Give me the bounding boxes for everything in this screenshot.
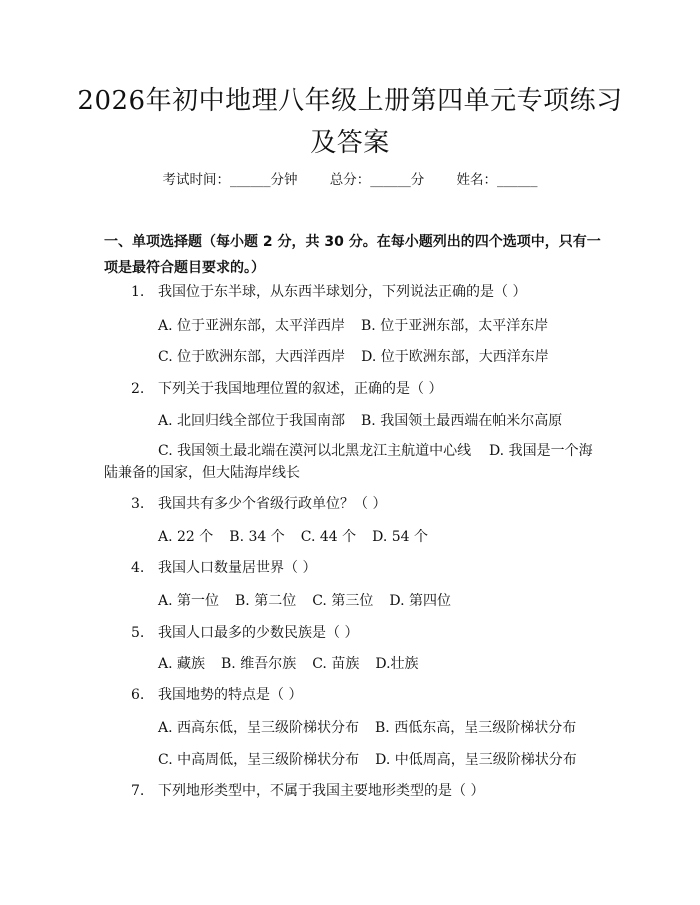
options-row [158,653,419,673]
question-number: 3. [131,496,145,512]
question-2 [131,378,442,398]
total-score: 总分：______分 [329,172,425,188]
options-row [158,717,576,737]
question-4 [131,557,316,577]
option-c[interactable]: C. 44 个 [300,529,357,545]
question-7 [131,780,484,800]
document-title: 2026年初中地理八年级上册第四单元专项练习及答案 [77,86,623,158]
options-row-wrapped [104,440,594,484]
option-c[interactable]: C. 我国领土最北端在漠河以北黑龙江主航道中心线 [158,443,472,459]
option-c[interactable]: C. 第三位 [312,593,374,609]
option-b[interactable]: B. 34 个 [229,529,285,545]
exam-meta [0,168,700,188]
question-3 [131,493,386,513]
options-row [158,590,451,610]
options-row [158,315,548,335]
option-a[interactable]: A. 西高东低，呈三级阶梯状分布 [158,720,360,736]
option-a[interactable]: A. 第一位 [158,593,220,609]
question-stem: 下列地形类型中，不属于我国主要地形类型的是（ ） [158,783,485,799]
question-1 [131,281,526,301]
question-number: 7. [131,783,145,799]
question-stem: 我国人口数量居世界（ ） [158,560,317,576]
student-name: 姓名：______ [456,172,538,188]
option-d[interactable]: D. 位于欧洲东部，大西洋东岸 [361,349,549,365]
option-b[interactable]: B. 我国领土最西端在帕米尔高原 [361,413,563,429]
option-d[interactable]: D.壮族 [375,656,419,672]
option-b[interactable]: B. 第二位 [235,593,297,609]
option-c[interactable]: C. 中高周低，呈三级阶梯状分布 [158,752,360,768]
option-c[interactable]: C. 位于欧洲东部，大西洋西岸 [158,349,346,365]
question-stem: 我国地势的特点是（ ） [158,687,303,703]
options-row [158,526,428,546]
option-a[interactable]: A. 位于亚洲东部，太平洋西岸 [158,318,346,334]
option-a[interactable]: A. 北回归线全部位于我国南部 [158,413,346,429]
option-d[interactable]: D. 我国是一个海陆兼备的国家，但大陆海岸线长 [104,443,593,481]
exam-time: 考试时间：______分钟 [162,172,298,188]
question-stem: 我国人口最多的少数民族是（ ） [158,625,359,641]
question-number: 4. [131,560,145,576]
question-5 [131,622,358,642]
question-6 [131,684,302,704]
question-number: 1. [131,284,145,300]
option-a[interactable]: A. 22 个 [158,529,214,545]
option-b[interactable]: B. 维吾尔族 [221,656,297,672]
question-stem: 我国共有多少个省级行政单位？（ ） [158,496,387,512]
option-d[interactable]: D. 54 个 [372,529,429,545]
options-row [158,346,549,366]
option-a[interactable]: A. 藏族 [158,656,206,672]
question-number: 2. [131,381,145,397]
option-c[interactable]: C. 苗族 [312,656,360,672]
option-b[interactable]: B. 位于亚洲东部，太平洋东岸 [361,318,549,334]
question-number: 5. [131,625,145,641]
options-row [158,749,577,769]
option-b[interactable]: B. 西低东高，呈三级阶梯状分布 [375,720,577,736]
options-row [158,410,562,430]
question-number: 6. [131,687,145,703]
question-stem: 下列关于我国地理位置的叙述，正确的是（ ） [158,381,443,397]
option-d[interactable]: D. 第四位 [389,593,451,609]
option-d[interactable]: D. 中低周高，呈三级阶梯状分布 [375,752,577,768]
question-stem: 我国位于东半球，从东西半球划分，下列说法正确的是（ ） [158,284,527,300]
section-heading: 一、单项选择题（每小题 2 分，共 30 分。在每小题列出的四个选项中，只有一项是最符合题目要求的。） [104,234,601,276]
